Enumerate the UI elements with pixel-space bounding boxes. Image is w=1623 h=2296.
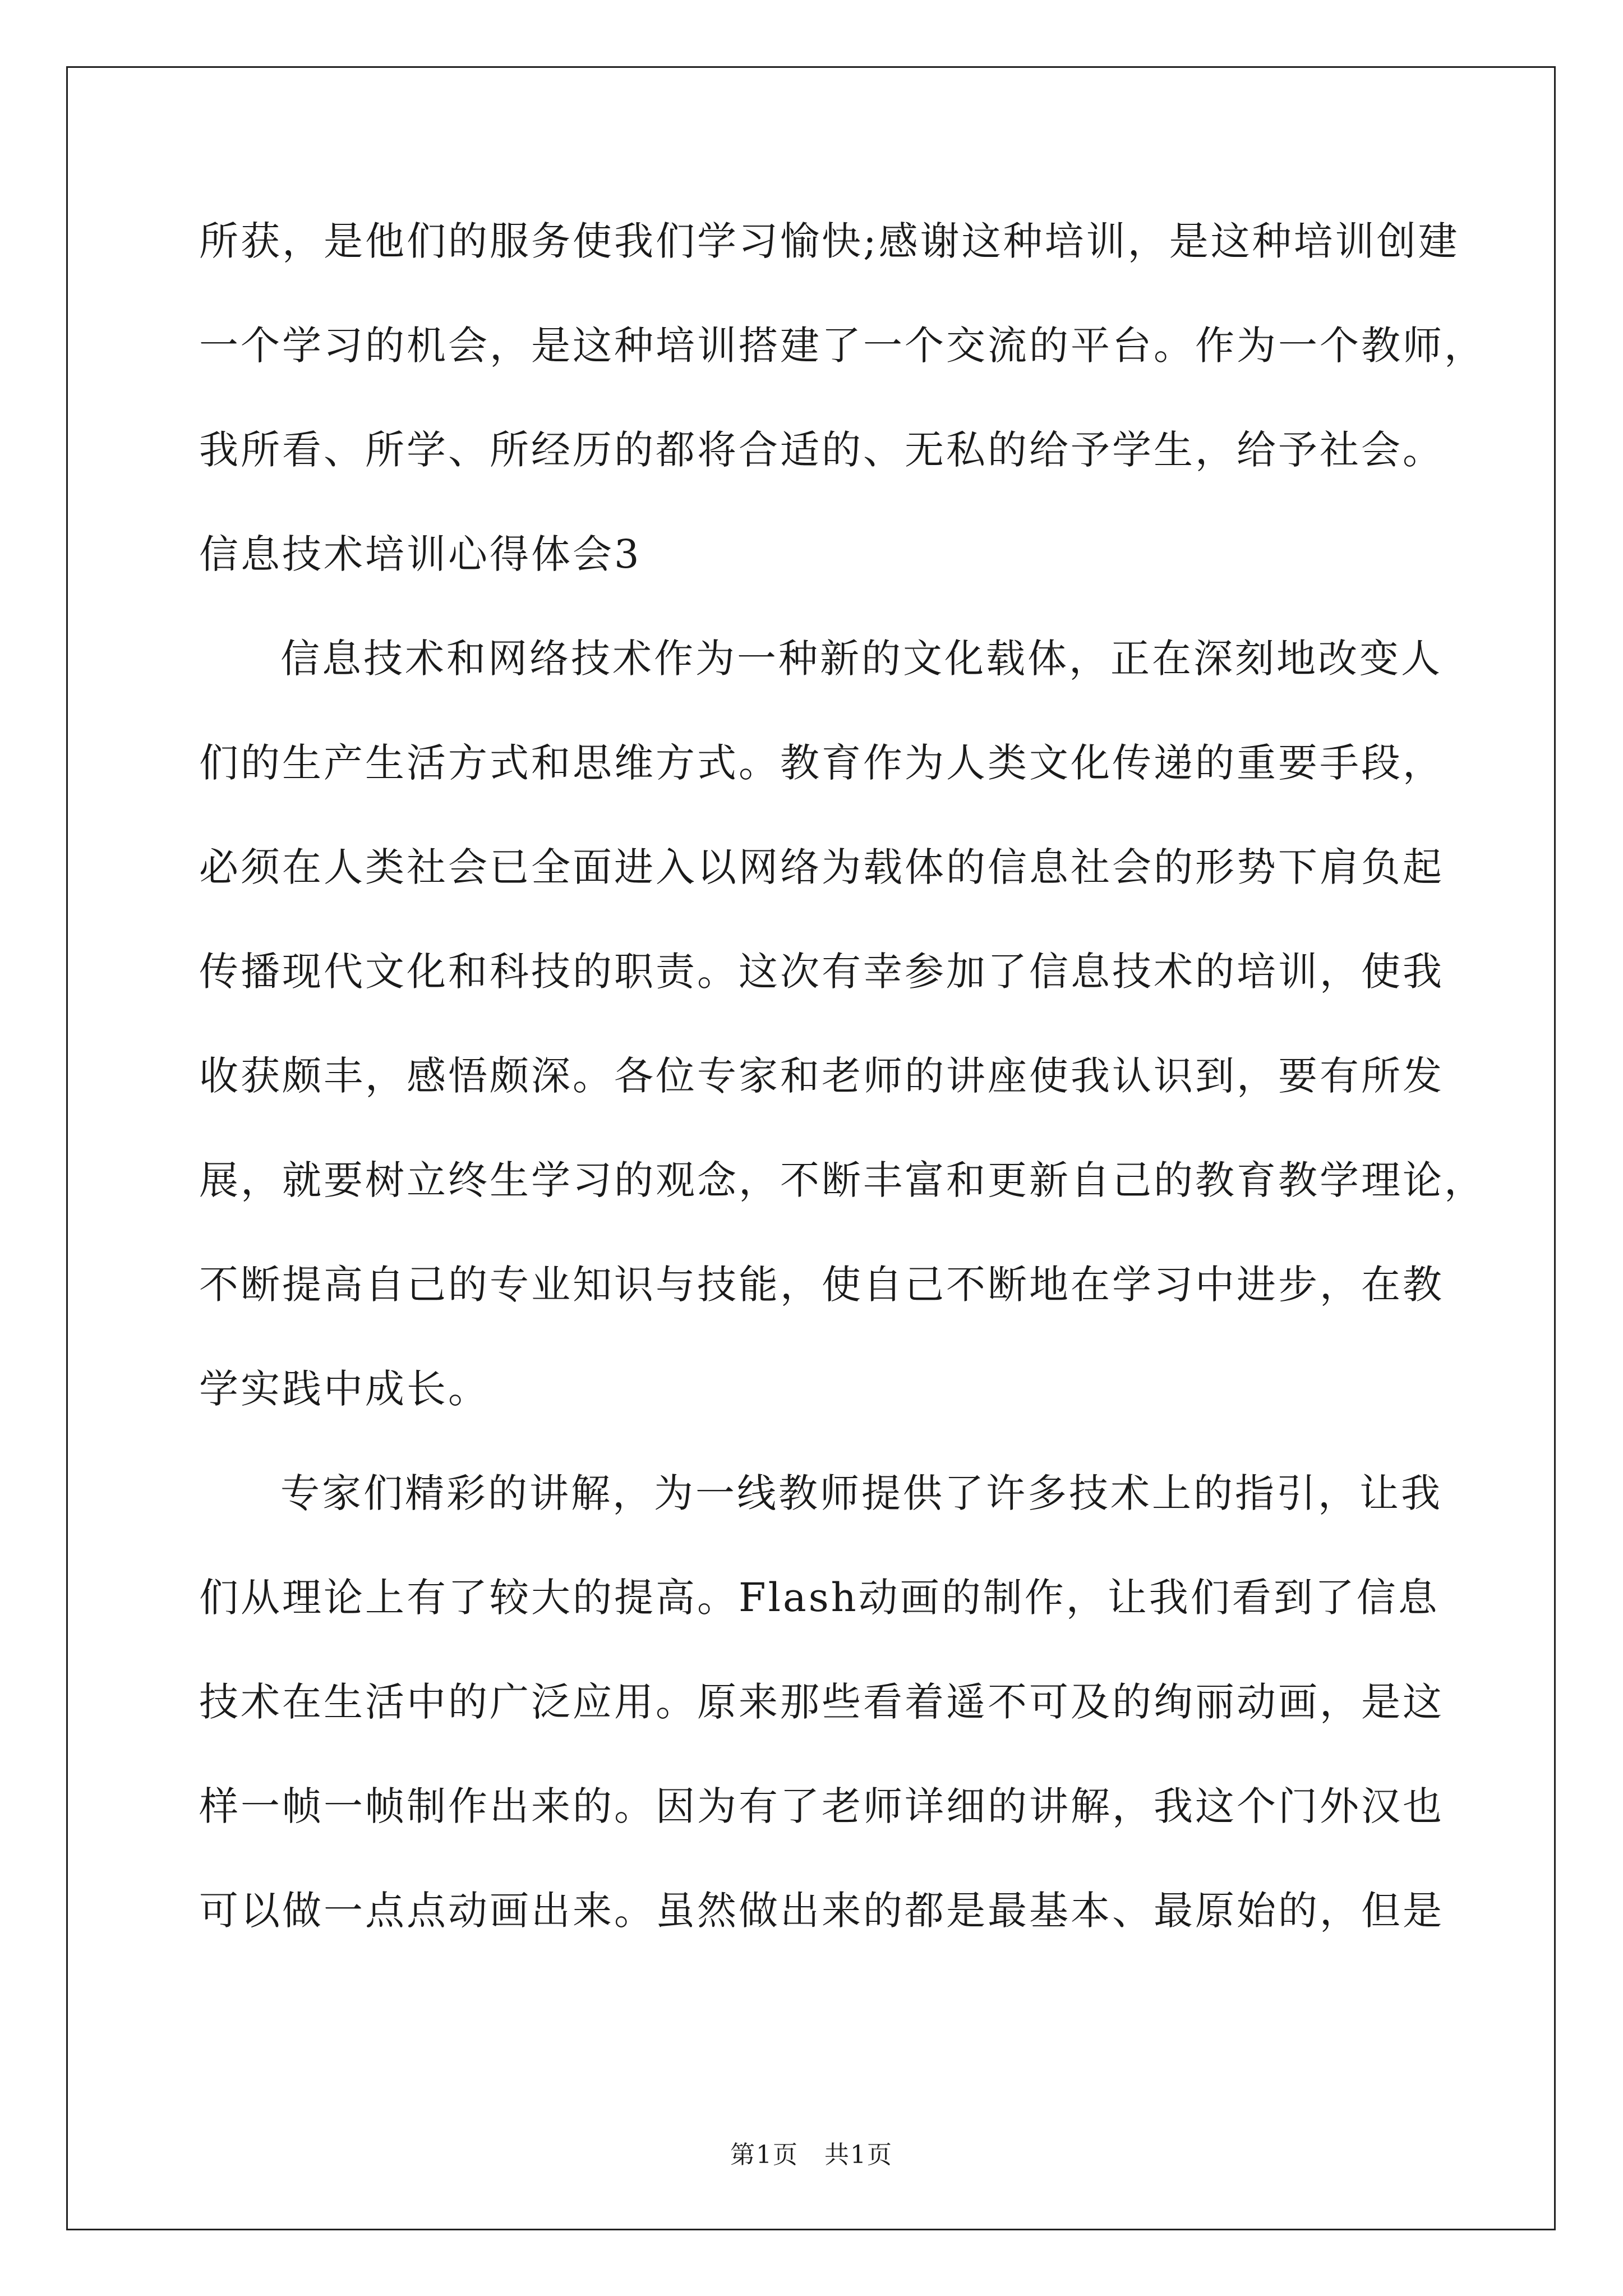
text-line: 可以做一点点动画出来。虽然做出来的都是最基本、最原始的，但是 xyxy=(199,1888,1444,1934)
text-line: 专家们精彩的讲解，为一线教师提供了许多技术上的指引，让我 xyxy=(280,1470,1442,1516)
text-line: 一个学习的机会，是这种培训搭建了一个交流的平台。作为一个教师， xyxy=(199,323,1486,369)
text-line: 们从理论上有了较大的提高。Flash动画的制作，让我们看到了信息 xyxy=(199,1575,1440,1621)
text-line: 信息技术和网络技术作为一种新的文化载体，正在深刻地改变人 xyxy=(280,636,1442,682)
text-line: 展，就要树立终生学习的观念，不断丰富和更新自己的教育教学理论， xyxy=(199,1157,1486,1203)
text-line: 样一帧一帧制作出来的。因为有了老师详细的讲解，我这个门外汉也 xyxy=(199,1783,1444,1829)
text-line: 必须在人类社会已全面进入以网络为载体的信息社会的形势下肩负起 xyxy=(199,844,1444,890)
text-line: 学实践中成长。 xyxy=(199,1366,490,1412)
text-line: 不断提高自己的专业知识与技能，使自己不断地在学习中进步，在教 xyxy=(199,1262,1444,1308)
section-heading: 信息技术培训心得体会3 xyxy=(199,531,642,577)
text-line: 所获，是他们的服务使我们学习愉快;感谢这种培训，是这种培训创建 xyxy=(199,218,1460,264)
text-line: 们的生产生活方式和思维方式。教育作为人类文化传递的重要手段， xyxy=(199,740,1444,786)
text-line: 收获颇丰，感悟颇深。各位专家和老师的讲座使我认识到，要有所发 xyxy=(199,1053,1444,1099)
text-line: 技术在生活中的广泛应用。原来那些看着遥不可及的绚丽动画，是这 xyxy=(199,1679,1444,1725)
page-footer: 第1页 共1页 xyxy=(730,2141,893,2169)
document-body xyxy=(199,208,1486,1981)
text-line: 我所看、所学、所经历的都将合适的、无私的给予学生，给予社会。 xyxy=(199,427,1444,473)
text-line: 传播现代文化和科技的职责。这次有幸参加了信息技术的培训，使我 xyxy=(199,949,1444,995)
